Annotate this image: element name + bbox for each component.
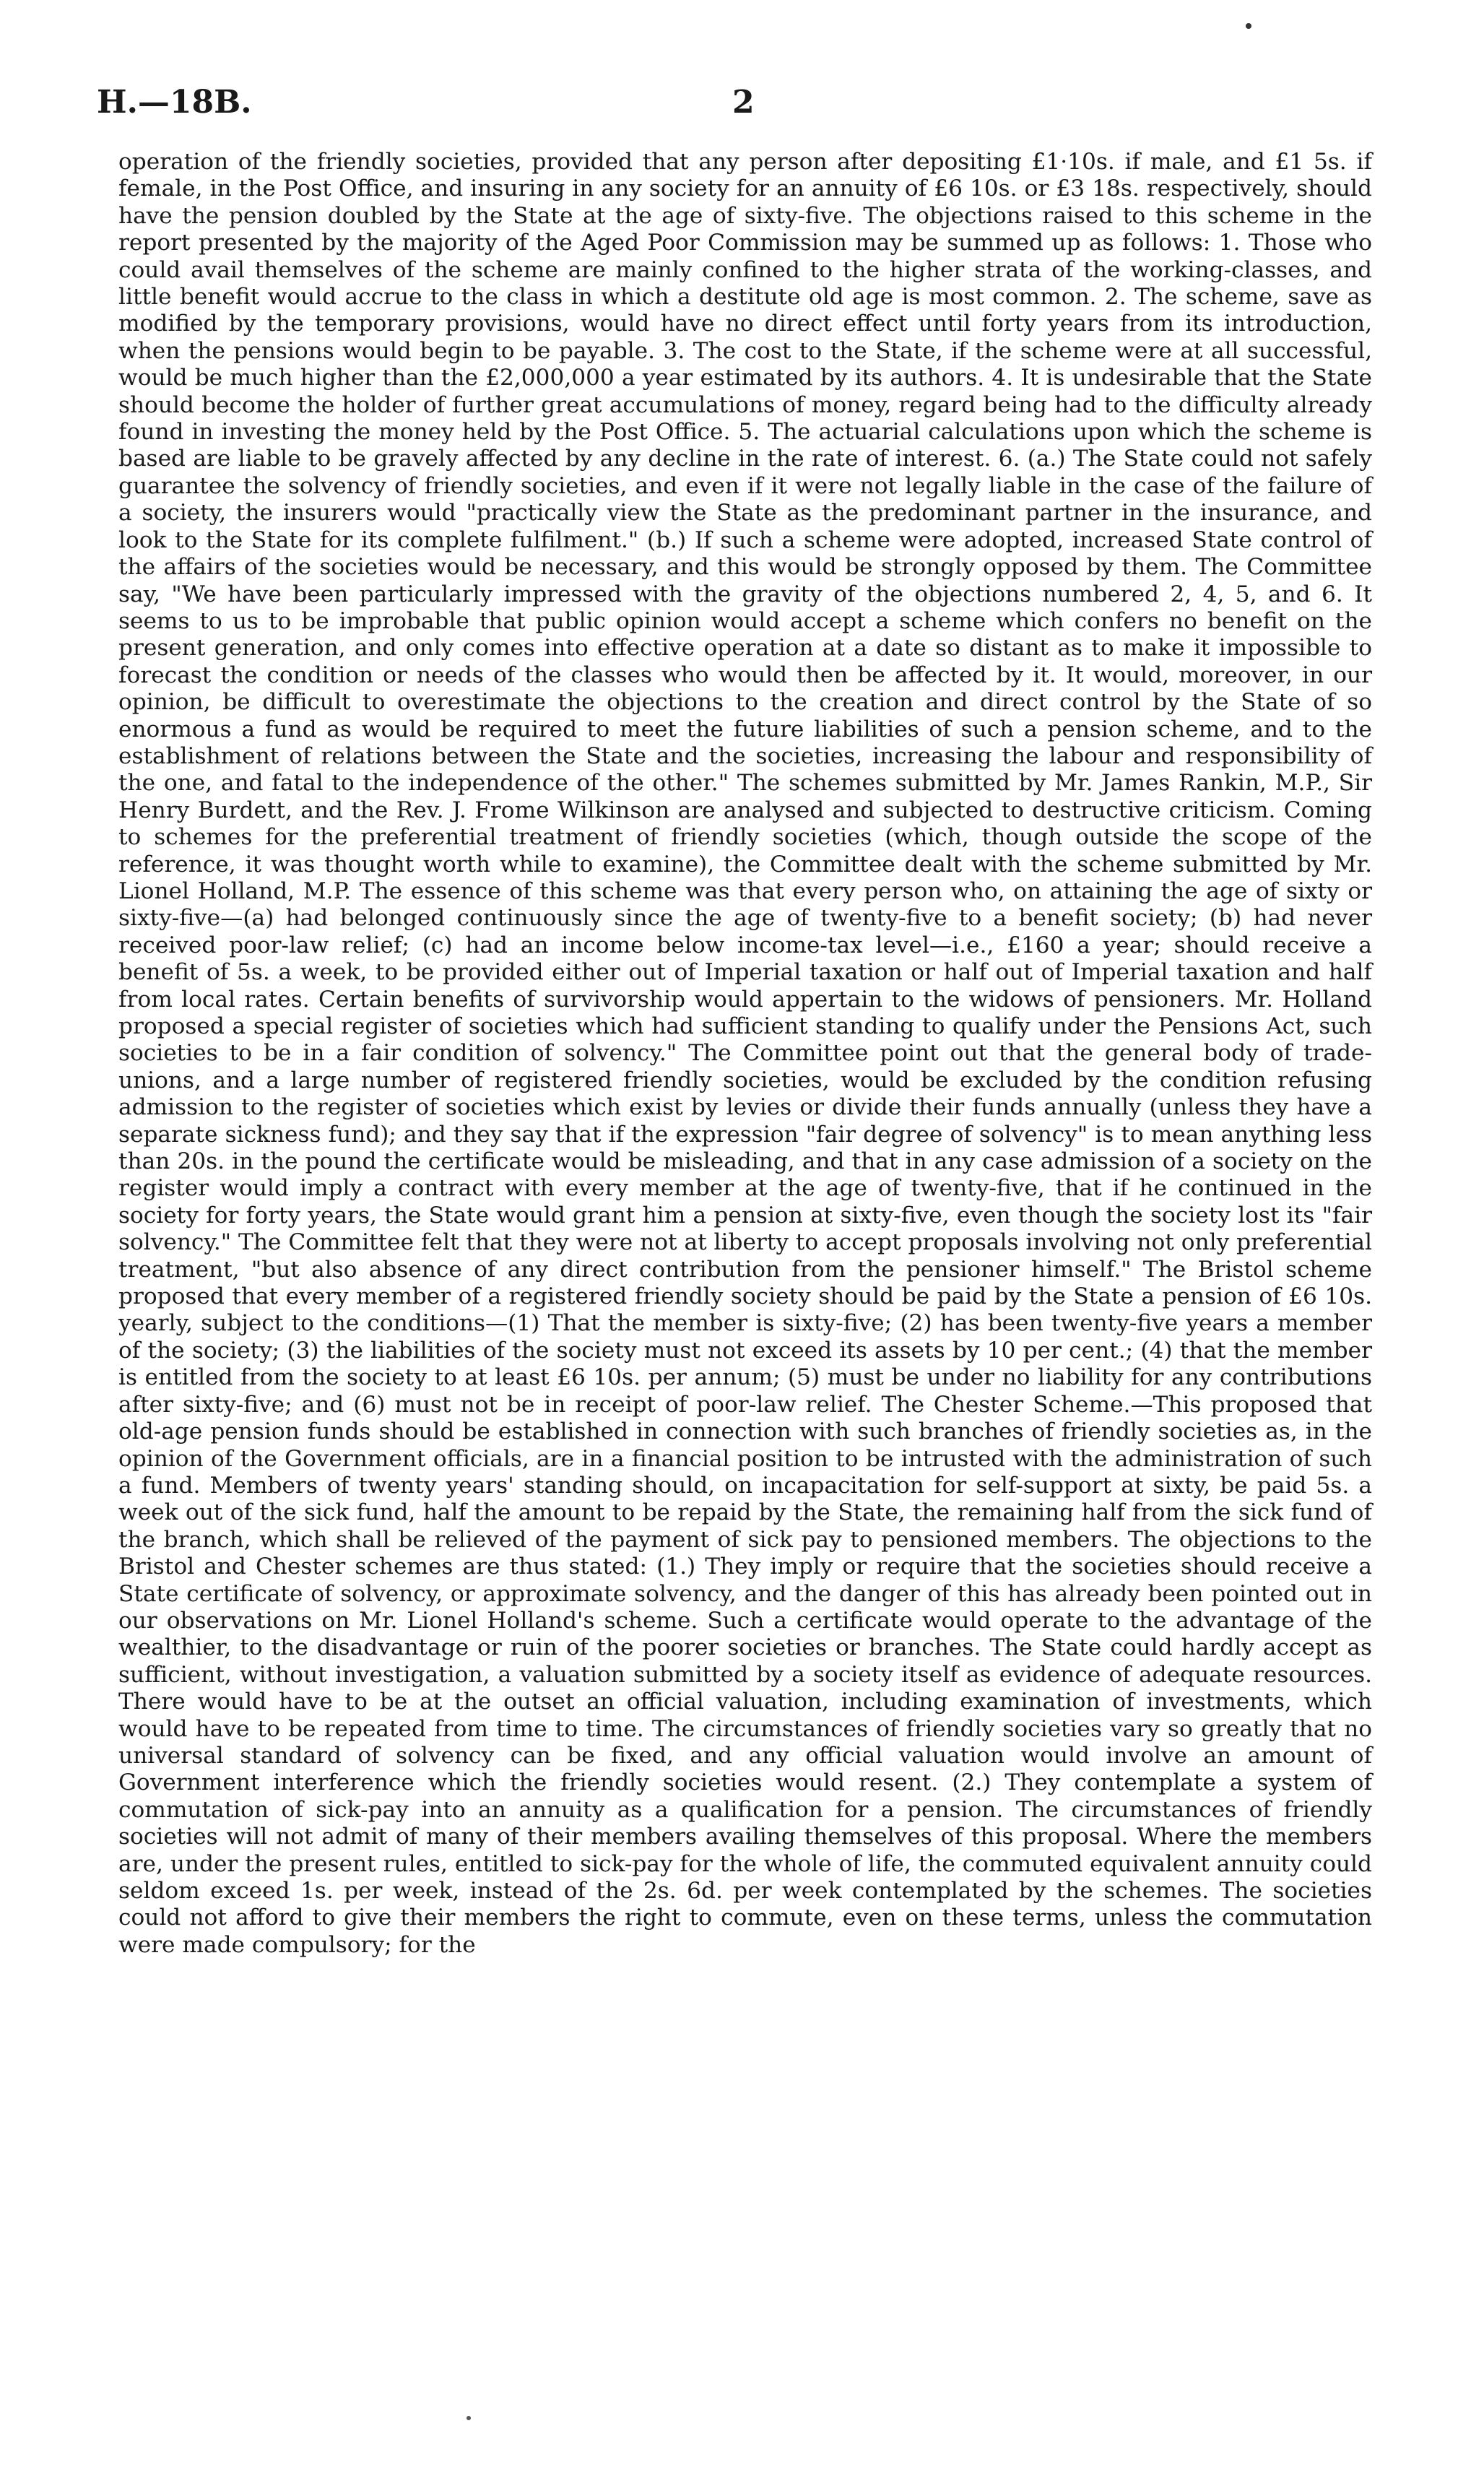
printer-mark-dot-bottom (467, 2416, 471, 2420)
page-header (97, 84, 1401, 127)
body-paragraph: operation of the friendly societies, provided that any person after depositing £1·10s. if male, and £1 5s. if female, in the Post Office, and insuring in any society for an annuity of £6 10s. or £3 18s. respectively, should have the pension doubled by the State at the age of sixty-five. The objections raised to this scheme in the report presented by the majority of the Aged Poor Commission may be summed up as follows: 1. Those who could avail themselves of the scheme are mainly confined to the higher strata of the working-classes, and little benefit would accrue to the class in which a destitute old age is most common. 2. The scheme, save as modified by the temporary provisions, would have no direct effect until forty years from its introduction, when the pensions would begin to be payable. 3. The cost to the State, if the scheme were at all successful, would be much higher than the £2,000,000 a year estimated by its authors. 4. It is undesirable that the State should become the holder of further great accumulations of money, regard being had to the difficulty already found in investing the money held by the Post Office. 5. The actuarial calculations upon which the scheme is based are liable to be gravely affected by any decline in the rate of interest. 6. (a.) The State could not safely guarantee the solvency of friendly societies, and even if it were not legally liable in the case of the failure of a society, the insurers would "practically view the State as the predominant partner in the insurance, and look to the State for its complete fulfilment." (b.) If such a scheme were adopted, increased State control of the affairs of the societies would be necessary, and this would be strongly opposed by them. The Committee say, "We have been particularly impressed with the gravity of the objections numbered 2, 4, 5, and 6. It seems to us to be improbable that public opinion would accept a scheme which confers no benefit on the present generation, and only comes into effective operation at a date so distant as to make it impossible to forecast the condition or needs of the classes who would then be affected by it. It would, moreover, in our opinion, be difficult to overestimate the objections to the creation and direct control by the State of so enormous a fund as would be required to meet the future liabilities of such a pension scheme, and to the establishment of relations between the State and the societies, increasing the labour and responsibility of the one, and fatal to the independence of the other." The schemes submitted by Mr. James Rankin, M.P., Sir Henry Burdett, and the Rev. J. Frome Wilkinson are analysed and subjected to destructive criticism. Coming to schemes for the preferential treatment of friendly societies (which, though outside the scope of the reference, it was thought worth while to examine), the Committee dealt with the scheme submitted by Mr. Lionel Holland, M.P. The essence of this scheme was that every person who, on attaining the age of sixty or sixty-five—(a) had belonged continuously since the age of twenty-five to a benefit society; (b) had never received poor-law relief; (c) had an income below income-tax level—i.e., £160 a year; should receive a benefit of 5s. a week, to be provided either out of Imperial taxation or half out of Imperial taxation and half from local rates. Certain benefits of survivorship would appertain to the widows of pensioners. Mr. Holland proposed a special register of societies which had sufficient standing to qualify under the Pensions Act, such societies to be in a fair condition of solvency." The Committee point out that the general body of trade-unions, and a large number of registered friendly societies, would be excluded by the condition refusing admission to the register of societies which exist by levies or divide their funds annually (unless they have a separate sickness fund); and they say that if the expression "fair degree of solvency" is to mean anything less than 20s. in the pound the certificate would be misleading, and that in any case admission of a society on the register would imply a contract with every member at the age of twenty-five, that if he continued in the society for forty years, the State would grant him a pension at sixty-five, even though the society lost its "fair solvency." The Committee felt that they were not at liberty to accept proposals involving not only preferential treatment, "but also absence of any direct contribution from the pensioner himself." The Bristol scheme proposed that every member of a registered friendly society should be paid by the State a pension of £6 10s. yearly, subject to the conditions—(1) That the member is sixty-five; (2) has been twenty-five years a member of the society; (3) the liabilities of the society must not exceed its assets by 10 per cent.; (4) that the member is entitled from the society to at least £6 10s. per annum; (5) must be under no liability for any contributions after sixty-five; and (6) must not be in receipt of poor-law relief. The Chester Scheme.—This proposed that old-age pension funds should be established in connection with such branches of friendly societies as, in the opinion of the Government officials, are in a financial position to be intrusted with the administration of such a fund. Members of twenty years' standing should, on incapacitation for self-support at sixty, be paid 5s. a week out of the sick fund, half the amount to be repaid by the State, the remaining half from the sick fund of the branch, which shall be relieved of the payment of sick pay to pensioned members. The objections to the Bristol and Chester schemes are thus stated: (1.) They imply or require that the societies should receive a State certificate of solvency, or approximate solvency, and the danger of this has already been pointed out in our observations on Mr. Lionel Holland's scheme. Such a certificate would operate to the advantage of the wealthier, to the disadvantage or ruin of the poorer societies or branches. The State could hardly accept as sufficient, without investigation, a valuation submitted by a society itself as evidence of adequate resources. There would have to be at the outset an official valuation, including examination of investments, which would have to be repeated from time to time. The circumstances of friendly societies vary so greatly that no universal standard of solvency can be fixed, and any official valuation would involve an amount of Government interference which the friendly societies would resent. (2.) They contemplate a system of commutation of sick-pay into an annuity as a qualification for a pension. The circumstances of friendly societies will not admit of many of their members availing themselves of this proposal. Where the members are, under the present rules, entitled to sick-pay for the whole of life, the commuted equivalent annuity could seldom exceed 1s. per week, instead of the 2s. 6d. per week contemplated by the schemes. The societies could not afford to give their members the right to commute, even on these terms, unless the commutation were made compulsory; for the (118, 149, 1372, 1958)
page-number: 2 (732, 84, 755, 121)
document-reference: H.—18B. (97, 84, 252, 121)
printer-mark-dot (1246, 23, 1251, 29)
